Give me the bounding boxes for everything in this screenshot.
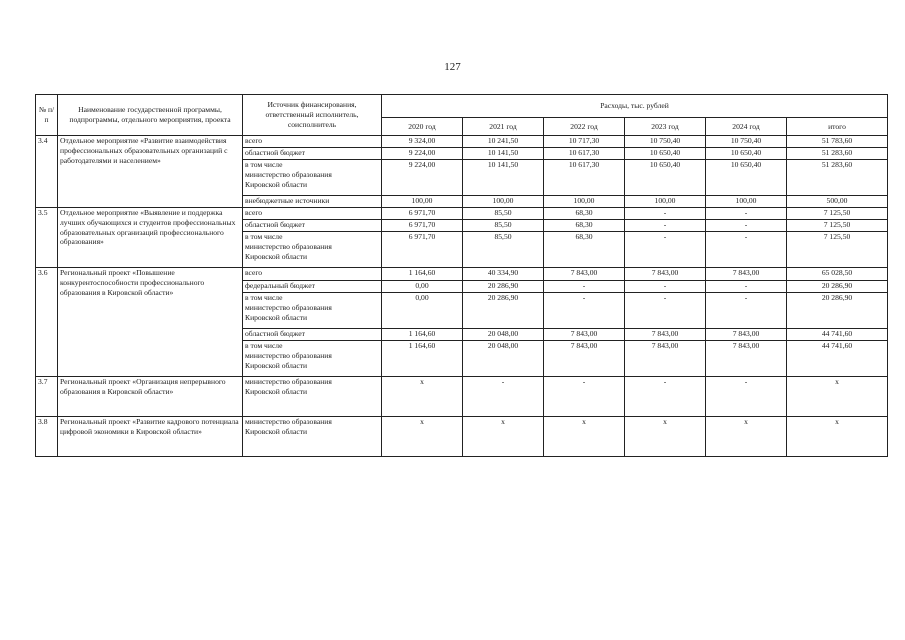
year-value: 1 164,60 (382, 268, 463, 281)
year-value: 7 843,00 (706, 341, 787, 377)
funding-source: всего (243, 136, 382, 148)
table-row (36, 268, 888, 281)
year-value: 68,30 (544, 232, 625, 268)
header-num: № п/п (36, 95, 58, 136)
year-value: 10 617,30 (544, 160, 625, 196)
total-value: x (787, 377, 888, 417)
year-value: - (625, 293, 706, 329)
year-value: 68,30 (544, 208, 625, 220)
year-value: - (706, 377, 787, 417)
funding-source: в том числе министерство образования Кировской области (243, 293, 382, 329)
year-value: - (544, 281, 625, 293)
year-value: 85,50 (463, 208, 544, 220)
year-value: - (706, 232, 787, 268)
funding-source: всего (243, 208, 382, 220)
funding-source: министерство образования Кировской области (243, 417, 382, 457)
year-value: - (706, 281, 787, 293)
year-value: 68,30 (544, 220, 625, 232)
item-name: Региональный проект «Развитие кадрового потенциала цифровой экономики в Кировской области» (58, 417, 243, 457)
header-source: Источник финансирования, ответственный исполнитель, соисполнитель (243, 95, 382, 136)
year-value: 20 286,90 (463, 281, 544, 293)
year-value: 10 650,40 (625, 148, 706, 160)
year-value: 6 971,70 (382, 220, 463, 232)
table-row (36, 377, 888, 417)
year-value: 10 650,40 (706, 160, 787, 196)
funding-source: в том числе министерство образования Кировской области (243, 232, 382, 268)
year-value: x (382, 377, 463, 417)
year-value: x (625, 417, 706, 457)
total-value: 44 741,60 (787, 329, 888, 341)
total-value: 51 783,60 (787, 136, 888, 148)
item-name: Региональный проект «Повышение конкурентоспособности профессионального образования в Кировской области» (58, 268, 243, 377)
total-value: 7 125,50 (787, 208, 888, 220)
row-number: 3.5 (36, 208, 58, 268)
funding-source: областной бюджет (243, 329, 382, 341)
funding-source: министерство образования Кировской области (243, 377, 382, 417)
row-number: 3.7 (36, 377, 58, 417)
total-value: 20 286,90 (787, 293, 888, 329)
total-value: 44 741,60 (787, 341, 888, 377)
funding-source: в том числе министерство образования Кировской области (243, 341, 382, 377)
year-value: 1 164,60 (382, 341, 463, 377)
year-value: 7 843,00 (706, 329, 787, 341)
year-value: 10 141,50 (463, 160, 544, 196)
year-value: 7 843,00 (706, 268, 787, 281)
header-name: Наименование государственной программы, подпрограммы, отдельного мероприятия, проекта (58, 95, 243, 136)
funding-source: внебюджетные источники (243, 196, 382, 208)
header-total: итого (787, 118, 888, 136)
table-row (36, 136, 888, 148)
year-value: 10 241,50 (463, 136, 544, 148)
table-body (36, 136, 888, 457)
year-value: 7 843,00 (544, 341, 625, 377)
year-value: 10 717,30 (544, 136, 625, 148)
item-name: Отдельное мероприятие «Развитие взаимодействия профессиональных образовательных организаций с работодателями и населением» (58, 136, 243, 208)
year-value: 1 164,60 (382, 329, 463, 341)
year-value: 100,00 (706, 196, 787, 208)
table-row (36, 208, 888, 220)
year-value: 10 141,50 (463, 148, 544, 160)
year-value: 100,00 (544, 196, 625, 208)
year-value: 20 286,90 (463, 293, 544, 329)
year-value: - (544, 377, 625, 417)
year-value: 9 224,00 (382, 160, 463, 196)
year-value: x (544, 417, 625, 457)
header-year: 2021 год (463, 118, 544, 136)
year-value: 7 843,00 (625, 329, 706, 341)
financing-table (35, 94, 888, 457)
year-value: - (625, 208, 706, 220)
row-number: 3.6 (36, 268, 58, 377)
year-value: 85,50 (463, 232, 544, 268)
year-value: - (706, 293, 787, 329)
total-value: 7 125,50 (787, 232, 888, 268)
year-value: 7 843,00 (544, 268, 625, 281)
year-value: 10 650,40 (706, 148, 787, 160)
year-value: 9 224,00 (382, 148, 463, 160)
year-value: 7 843,00 (625, 341, 706, 377)
header-expenses: Расходы, тыс. рублей (382, 95, 888, 118)
year-value: - (625, 377, 706, 417)
row-number: 3.8 (36, 417, 58, 457)
year-value: 10 750,40 (706, 136, 787, 148)
table-row (36, 417, 888, 457)
year-value: 85,50 (463, 220, 544, 232)
year-value: - (463, 377, 544, 417)
total-value: 51 283,60 (787, 148, 888, 160)
header-year: 2022 год (544, 118, 625, 136)
year-value: 20 048,00 (463, 341, 544, 377)
row-number: 3.4 (36, 136, 58, 208)
year-value: 7 843,00 (625, 268, 706, 281)
year-value: 9 324,00 (382, 136, 463, 148)
total-value: 20 286,90 (787, 281, 888, 293)
year-value: 7 843,00 (544, 329, 625, 341)
year-value: x (463, 417, 544, 457)
total-value: 65 028,50 (787, 268, 888, 281)
funding-source: в том числе министерство образования Кировской области (243, 160, 382, 196)
header-year: 2023 год (625, 118, 706, 136)
year-value: 0,00 (382, 293, 463, 329)
item-name: Региональный проект «Организация непрерывного образования в Кировской области» (58, 377, 243, 417)
total-value: 7 125,50 (787, 220, 888, 232)
year-value: 20 048,00 (463, 329, 544, 341)
year-value: 6 971,70 (382, 208, 463, 220)
year-value: x (382, 417, 463, 457)
funding-source: областной бюджет (243, 148, 382, 160)
year-value: - (544, 293, 625, 329)
year-value: 100,00 (382, 196, 463, 208)
header-year: 2020 год (382, 118, 463, 136)
year-value: 10 617,30 (544, 148, 625, 160)
year-value: 10 750,40 (625, 136, 706, 148)
year-value: - (625, 220, 706, 232)
funding-source: областной бюджет (243, 220, 382, 232)
page-number: 127 (444, 61, 461, 73)
year-value: 6 971,70 (382, 232, 463, 268)
total-value: x (787, 417, 888, 457)
item-name: Отдельное мероприятие «Выявление и поддержка лучших обучающихся и студентов профессиональных образовательных организаций профессионального образования» (58, 208, 243, 268)
year-value: x (706, 417, 787, 457)
header-year: 2024 год (706, 118, 787, 136)
year-value: - (625, 281, 706, 293)
total-value: 51 283,60 (787, 160, 888, 196)
year-value: 100,00 (463, 196, 544, 208)
funding-source: всего (243, 268, 382, 281)
year-value: 0,00 (382, 281, 463, 293)
year-value: - (625, 232, 706, 268)
year-value: 10 650,40 (625, 160, 706, 196)
year-value: 40 334,90 (463, 268, 544, 281)
total-value: 500,00 (787, 196, 888, 208)
year-value: - (706, 208, 787, 220)
year-value: 100,00 (625, 196, 706, 208)
funding-source: федеральный бюджет (243, 281, 382, 293)
year-value: - (706, 220, 787, 232)
